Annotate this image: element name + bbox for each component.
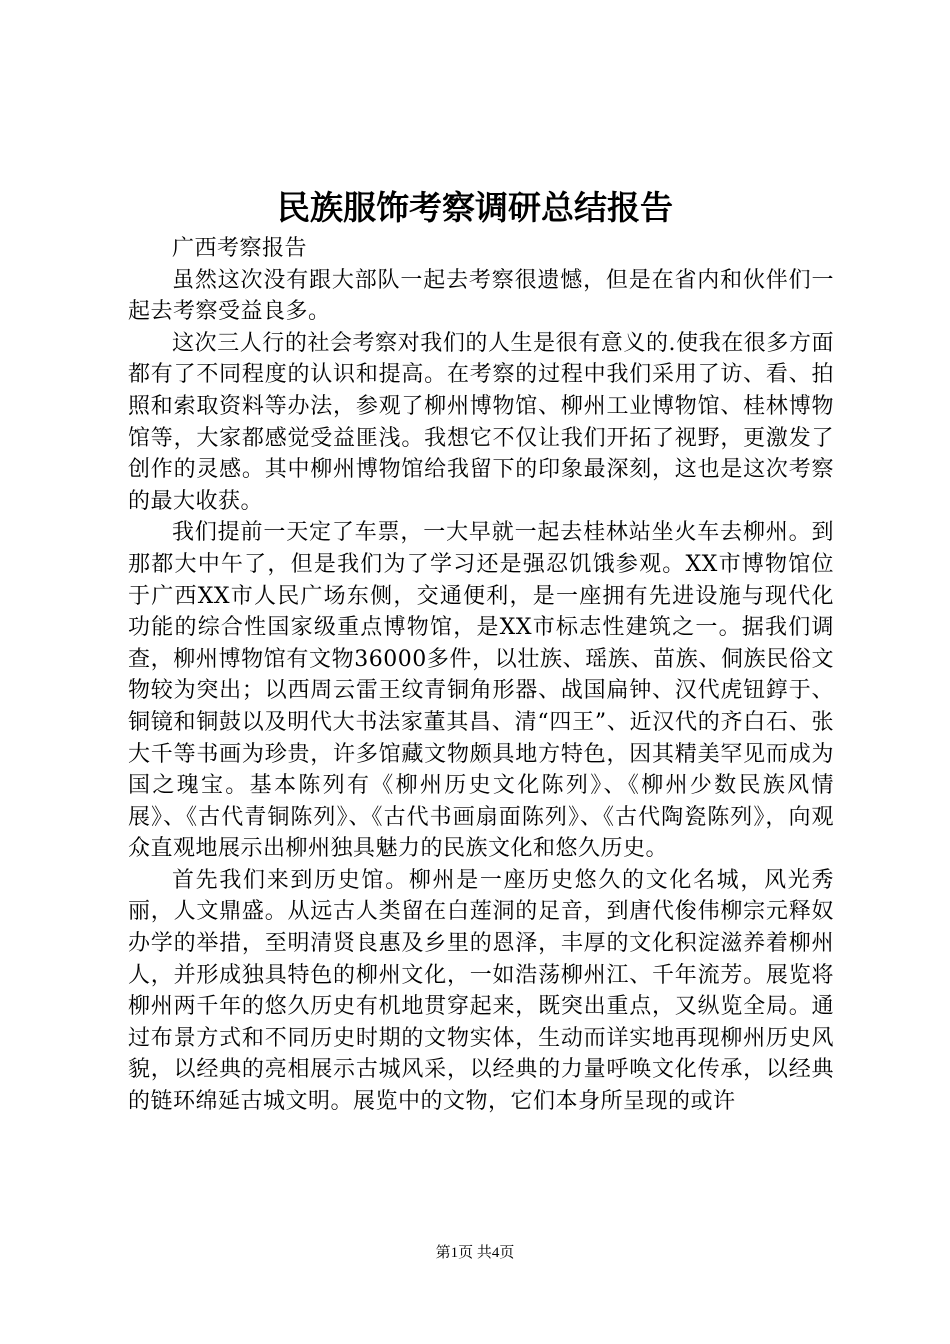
document-title: 民族服饰考察调研总结报告 <box>277 188 673 227</box>
paragraph: 虽然这次没有跟大部队一起去考察很遗憾，但是在省内和伙伴们一起去考察受益良多。 <box>128 267 834 325</box>
paragraph: 我们提前一天定了车票，一大早就一起去桂林站坐火车去柳州。到那都大中午了，但是我们为了学习还是强忍饥饿参观。XX市博物馆位于广西XX市人民广场东侧，交通便利，是一座拥有先进设施与现代化功能的综合性国家级重点博物馆，是XX市标志性建筑之一。据我们调查，柳州博物馆有文物36000多件，以壮族、瑶族、苗族、侗族民俗文物较为突出；以西周云雷王纹青铜角形器、战国扁钟、汉代虎钮錞于、铜镜和铜鼓以及明代大书法家董其昌、清“四王”、近汉代的齐白石、张大千等书画为珍贵，许多馆藏文物颇具地方特色，因其精美罕见而成为国之瑰宝。基本陈列有《柳州历史文化陈列》、《柳州少数民族风情展》、《古代青铜陈列》、《古代书画扇面陈列》、《古代陶瓷陈列》，向观众直观地展示出柳州独具魅力的民族文化和悠久历史。 <box>128 520 834 862</box>
page-number-footer: 第1页 共4页 <box>435 1245 515 1261</box>
document-body <box>128 233 834 1118</box>
paragraph: 这次三人行的社会考察对我们的人生是很有意义的.使我在很多方面都有了不同程度的认识和提高。在考察的过程中我们采用了访、看、拍照和索取资料等办法，参观了柳州博物馆、柳州工业博物馆、桂林博物馆等，大家都感觉受益匪浅。我想它不仅让我们开拓了视野，更激发了创作的灵感。其中柳州博物馆给我留下的印象最深刻，这也是这次考察的最大收获。 <box>128 330 834 514</box>
paragraph: 首先我们来到历史馆。柳州是一座历史悠久的文化名城，风光秀丽，人文鼎盛。从远古人类留在白莲洞的足音，到唐代俊伟柳宗元释奴办学的举措，至明清贤良惠及乡里的恩泽，丰厚的文化积淀滋养着柳州人，并形成独具特色的柳州文化，一如浩荡柳州江、千年流芳。展览将柳州两千年的悠久历史有机地贯穿起来，既突出重点，又纵览全局。通过布景方式和不同历史时期的文物实体，生动而详实地再现柳州历史风貌，以经典的亮相展示古城风采，以经典的力量呼唤文化传承，以经典的链环绵延古城文明。展览中的文物，它们本身所呈现的或许 <box>128 867 834 1115</box>
paragraph-subtitle: 广西考察报告 <box>172 236 308 261</box>
